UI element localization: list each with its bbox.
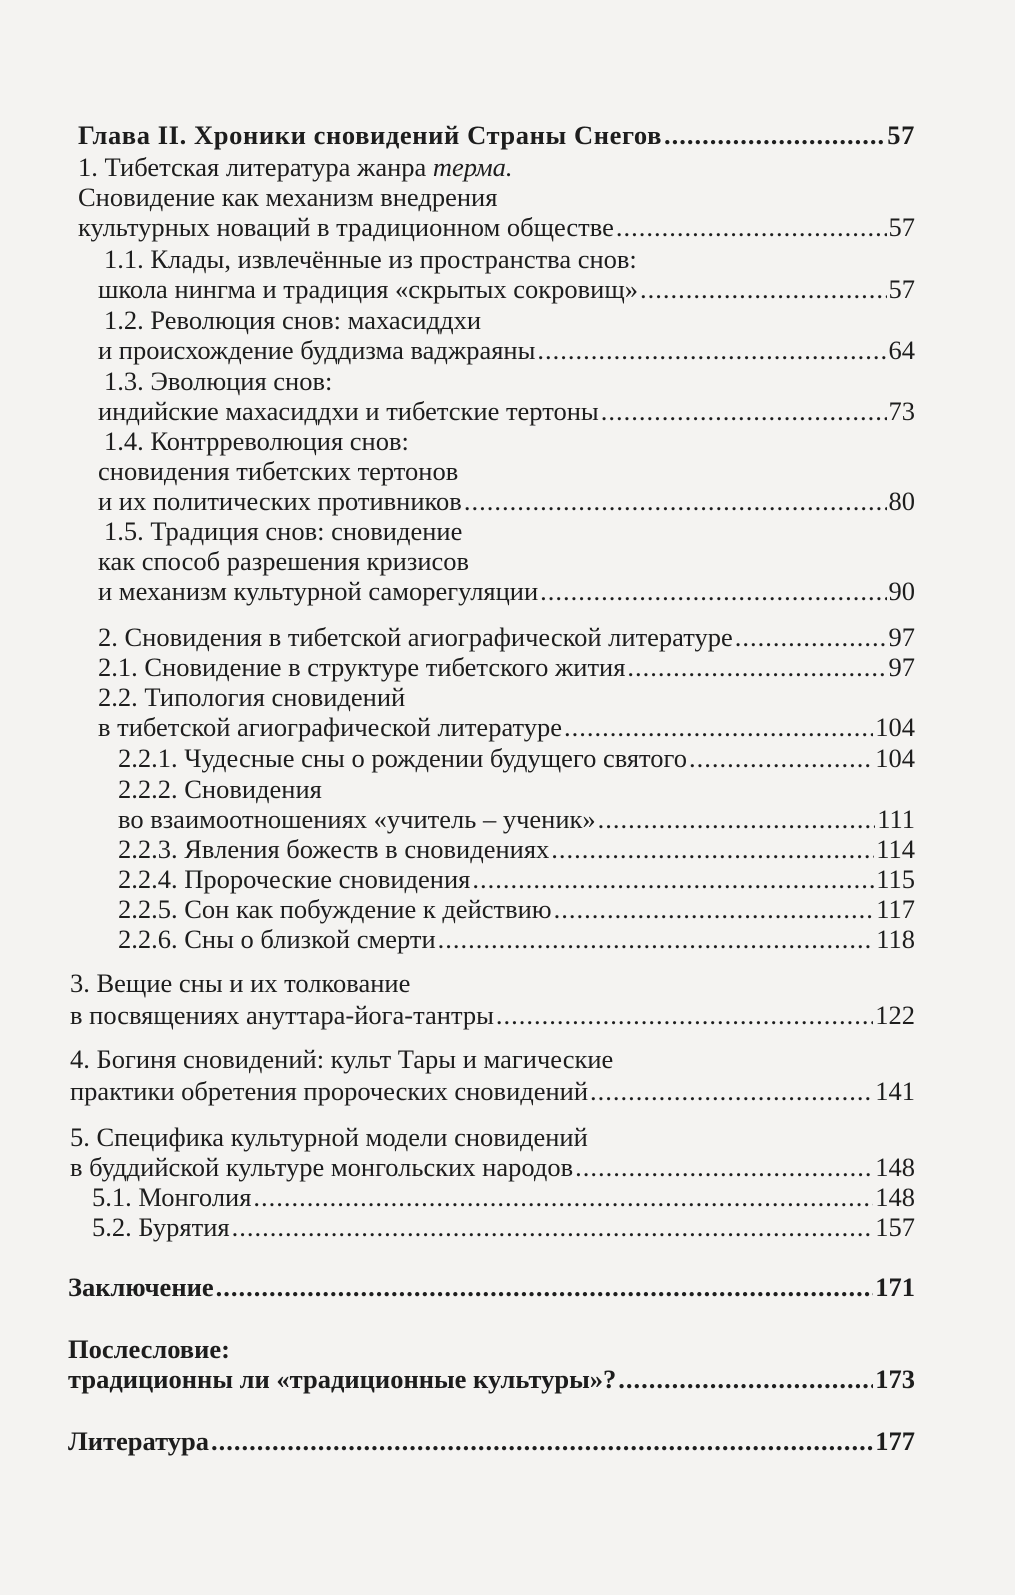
toc-entry-section-5 (70, 1152, 915, 1182)
toc-entry-section-1-2-line1: 1.2. Революция снов: махасиддхи (104, 305, 482, 335)
toc-page-number: 80 (888, 486, 915, 516)
toc-dot-leader (575, 1152, 873, 1182)
toc-entry-title: Заключение (68, 1272, 214, 1302)
toc-entry-section-1-5-line2: как способ разрешения кризисов (98, 546, 470, 576)
toc-entry-section-3-line1: 3. Вещие сны и их толкование (70, 968, 411, 998)
toc-dot-leader (616, 212, 887, 242)
toc-page-number: 104 (875, 712, 915, 742)
toc-entry-section-1-4-line2: сновидения тибетских тертонов (98, 456, 459, 486)
toc-entry-title: в буддийской культуре монгольских народов (70, 1152, 574, 1182)
toc-page-number: 111 (877, 804, 915, 834)
toc-entry-title: в тибетской агиографической литературе (98, 712, 563, 742)
toc-page-number: 148 (875, 1182, 915, 1212)
toc-dot-leader (253, 1182, 873, 1212)
toc-entry-section-2-2-5 (118, 894, 915, 924)
toc-entry-title: 1. Тибетская литература жанра (78, 152, 433, 182)
toc-entry-title: Литература (68, 1426, 210, 1456)
toc-entry-afterword-line1: Послесловие: (68, 1334, 230, 1364)
toc-dot-leader (590, 1076, 873, 1106)
toc-entry-section-1-1-line1: 1.1. Клады, извлечённые из пространства снов: (104, 244, 637, 274)
toc-entry-section-2-2 (98, 712, 915, 742)
toc-entry-section-1-4 (98, 486, 915, 516)
toc-entry-title: 5.1. Монголия (92, 1182, 252, 1212)
toc-dot-leader (627, 652, 886, 682)
toc-entry-conclusion (68, 1272, 915, 1302)
toc-entry-section-1-3 (98, 396, 915, 426)
toc-entry-section-2-2-line1: 2.2. Типология сновидений (98, 682, 406, 712)
toc-entry-section-1-2 (98, 335, 915, 365)
toc-dot-leader (640, 274, 887, 304)
toc-dot-leader (735, 622, 887, 652)
toc-entry-title: практики обретения пророческих сновидений (70, 1076, 589, 1106)
toc-entry-section-2-1 (98, 652, 915, 682)
toc-page-number: 177 (875, 1426, 915, 1456)
toc-entry-title: 2.2.3. Явления божеств в сновидениях (118, 834, 550, 864)
toc-entry-section-1-line2: Сновидение как механизм внедрения (78, 182, 498, 212)
toc-entry-section-1 (78, 212, 915, 242)
toc-dot-leader (554, 894, 875, 924)
toc-entry-title: и происхождение буддизма ваджраяны (98, 335, 536, 365)
toc-dot-leader (551, 834, 874, 864)
toc-entry-section-2-2-6 (118, 924, 915, 954)
toc-entry-afterword (68, 1364, 915, 1394)
toc-entry-section-5-1 (92, 1182, 915, 1212)
toc-page-number: 97 (888, 652, 915, 682)
toc-page-number: 57 (888, 274, 915, 304)
toc-entry-section-1-3-line1: 1.3. Эволюция снов: (104, 366, 333, 396)
toc-page-number: 148 (875, 1152, 915, 1182)
toc-page-number: 157 (875, 1212, 915, 1242)
toc-entry-title: традиционны ли «традиционные культуры»? (68, 1364, 617, 1394)
toc-dot-leader (598, 804, 876, 834)
toc-dot-leader (438, 924, 875, 954)
toc-page-number: 90 (888, 576, 915, 606)
toc-entry-section-5-line1: 5. Специфика культурной модели сновидений (70, 1122, 588, 1152)
toc-dot-leader (472, 864, 874, 894)
toc-page-number: 171 (875, 1272, 915, 1302)
toc-entry-title-italic: терма. (432, 152, 513, 182)
toc-dot-leader (689, 743, 873, 773)
toc-page-number: 114 (876, 834, 915, 864)
toc-entry-literature (68, 1426, 915, 1456)
toc-entry-section-1-4-line1: 1.4. Контрреволюция снов: (104, 426, 409, 456)
toc-entry-section-2-2-2 (118, 804, 915, 834)
toc-entry-section-5-2 (92, 1212, 915, 1242)
toc-entry-title: и их политических противников (98, 486, 462, 516)
toc-entry-chapter-2 (78, 120, 915, 150)
toc-dot-leader (601, 396, 887, 426)
toc-page-number: 73 (888, 396, 915, 426)
toc-dot-leader (540, 576, 886, 606)
toc-entry-section-2-2-2-line1: 2.2.2. Сновидения (118, 774, 322, 804)
toc-entry-title: 2.2.6. Сны о близкой смерти (118, 924, 436, 954)
toc-page-number: 115 (876, 864, 915, 894)
toc-page-number: 173 (875, 1364, 915, 1394)
toc-entry-title: 2.1. Сновидение в структуре тибетского жития (98, 652, 626, 682)
toc-page-number: 122 (875, 1000, 915, 1030)
toc-entry-section-3 (70, 1000, 915, 1030)
toc-dot-leader (664, 120, 885, 150)
toc-entry-title: Глава II. Хроники сновидений Страны Снегов (78, 120, 663, 150)
toc-entry-title: 5.2. Бурятия (92, 1212, 230, 1242)
toc-page-number: 57 (887, 120, 915, 150)
toc-entry-section-4-line1: 4. Богиня сновидений: культ Тары и магические (70, 1044, 614, 1074)
toc-entry-title: в посвящениях ануттара-йога-тантры (70, 1000, 494, 1030)
toc-entry-title: 2.2.4. Пророческие сновидения (118, 864, 471, 894)
toc-entry-title: 2.2.5. Сон как побуждение к действию (118, 894, 552, 924)
toc-page-number: 118 (876, 924, 915, 954)
toc-entry-section-4 (70, 1076, 915, 1106)
toc-entry-title: школа нингма и традиция «скрытых сокровищ» (98, 274, 638, 304)
toc-page-number: 104 (875, 743, 915, 773)
toc-dot-leader (496, 1000, 873, 1030)
toc-entry-section-2-2-3 (118, 834, 915, 864)
toc-dot-leader (216, 1272, 874, 1302)
toc-entry-title: культурных новаций в традиционном обществе (78, 212, 614, 242)
toc-entry-section-1-5 (98, 576, 915, 606)
toc-entry-section-2-2-1 (118, 743, 915, 773)
toc-page-number: 97 (888, 622, 915, 652)
toc-entry-title: 2. Сновидения в тибетской агиографической литературе (98, 622, 733, 652)
toc-entry-section-1-line1 (78, 152, 513, 182)
toc-entry-title: и механизм культурной саморегуляции (98, 576, 539, 606)
toc-entry-title: 2.2.1. Чудесные сны о рождении будущего святого (118, 743, 687, 773)
toc-entry-title: во взаимоотношениях «учитель – ученик» (118, 804, 596, 834)
toc-dot-leader (564, 712, 873, 742)
toc-dot-leader (618, 1364, 873, 1394)
toc-page-number: 57 (888, 212, 915, 242)
toc-page-number: 64 (888, 335, 915, 365)
toc-entry-section-1-1 (98, 274, 915, 304)
toc-entry-section-2 (98, 622, 915, 652)
toc-page-number: 141 (875, 1076, 915, 1106)
toc-entry-section-2-2-4 (118, 864, 915, 894)
toc-entry-title: индийские махасиддхи и тибетские тертоны (98, 396, 599, 426)
toc-dot-leader (232, 1212, 874, 1242)
toc-dot-leader (464, 486, 887, 516)
toc-page-number: 117 (876, 894, 915, 924)
toc-dot-leader (537, 335, 886, 365)
toc-dot-leader (211, 1426, 873, 1456)
toc-entry-section-1-5-line1: 1.5. Традиция снов: сновидение (104, 516, 463, 546)
